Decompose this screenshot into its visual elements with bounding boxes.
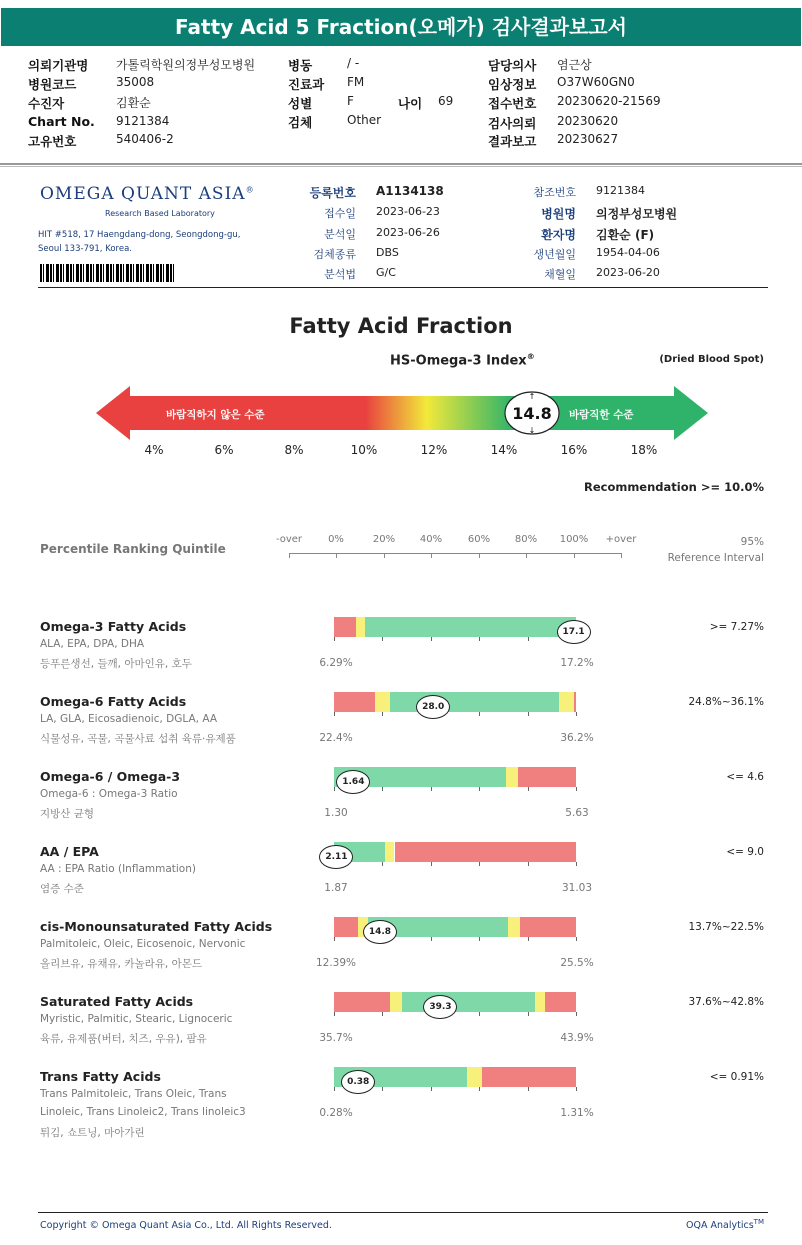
bar-segment-red bbox=[518, 767, 576, 787]
bar-gridline bbox=[576, 787, 577, 791]
omega3-index-gauge bbox=[96, 383, 708, 443]
bar-segment-yellow bbox=[508, 917, 520, 937]
lab-value: 2023-06-26 bbox=[376, 226, 440, 239]
bad-level-label: 바람직하지 않은 수준 bbox=[166, 409, 265, 421]
lab-label: 분석법 bbox=[324, 268, 356, 281]
info-value: 염근상 bbox=[557, 58, 592, 72]
percentile-column-label: +over bbox=[605, 534, 637, 545]
gauge-tick-label: 4% bbox=[144, 443, 164, 457]
range-min: 1.87 bbox=[324, 882, 348, 894]
percentile-column-label: 40% bbox=[419, 534, 443, 545]
fatty-acid-title: Trans Fatty Acids bbox=[40, 1069, 161, 1084]
info-value: 김환순 bbox=[116, 96, 151, 110]
bar-gridline bbox=[334, 937, 335, 941]
fatty-acid-components: ALA, EPA, DPA, DHA bbox=[40, 638, 145, 650]
bar-gridline bbox=[334, 1087, 335, 1091]
fatty-acid-title: Omega-3 Fatty Acids bbox=[40, 619, 187, 634]
lab-logo: OMEGA QUANT ASIA® bbox=[40, 184, 255, 204]
bar-segment-yellow bbox=[390, 992, 402, 1012]
bar-gridline bbox=[334, 1012, 335, 1016]
bar-gridline bbox=[382, 1012, 383, 1016]
bar-segment-yellow bbox=[385, 842, 395, 862]
bar-segment-red bbox=[520, 917, 576, 937]
range-min: 12.39% bbox=[315, 957, 357, 969]
percentile-title: Percentile Ranking Quintile bbox=[40, 542, 226, 556]
info-value: 9121384 bbox=[116, 114, 170, 128]
info-value: 20230627 bbox=[557, 132, 619, 146]
patient-info bbox=[0, 50, 802, 165]
bar-segment-yellow bbox=[559, 692, 574, 712]
bar-segment-green bbox=[365, 617, 576, 637]
gauge-tick-label: 6% bbox=[214, 443, 234, 457]
bar-gridline bbox=[479, 1012, 480, 1016]
percentile-column-label: 80% bbox=[514, 534, 538, 545]
info-label: 결과보고 bbox=[488, 134, 537, 149]
lab-label: 검체종류 bbox=[313, 248, 356, 261]
value-marker: 28.0 bbox=[416, 695, 450, 719]
page-title: Fatty Acid Fraction bbox=[289, 314, 513, 338]
info-label: 병동 bbox=[288, 58, 313, 73]
svg-text:↓: ↓ bbox=[528, 426, 536, 435]
bar-segment-green bbox=[390, 692, 559, 712]
lab-label: 등록번호 bbox=[309, 186, 356, 200]
fatty-acid-components: AA : EPA Ratio (Inflammation) bbox=[40, 863, 196, 875]
bar-segment-yellow bbox=[506, 767, 518, 787]
percentile-bar bbox=[334, 1067, 576, 1087]
bar-gridline bbox=[479, 712, 480, 716]
lab-address-line2: Seoul 133-791, Korea. bbox=[38, 244, 132, 254]
info-value: O37W60GN0 bbox=[557, 75, 635, 89]
svg-text:↑: ↑ bbox=[528, 392, 536, 401]
bar-segment-green bbox=[402, 992, 535, 1012]
percentile-bar bbox=[334, 917, 576, 937]
fatty-acid-components: Trans Palmitoleic, Trans Oleic, Trans bbox=[40, 1088, 227, 1100]
bar-segment-red bbox=[482, 1067, 576, 1087]
fatty-acid-title: cis-Monounsaturated Fatty Acids bbox=[40, 919, 273, 934]
fatty-acid-title: AA / EPA bbox=[40, 844, 99, 859]
lab-value: A1134138 bbox=[376, 184, 444, 198]
bar-gridline bbox=[528, 787, 529, 791]
gauge-tick-label: 12% bbox=[420, 443, 448, 457]
range-max: 25.5% bbox=[560, 957, 594, 969]
reference-interval: 24.8%~36.1% bbox=[688, 696, 764, 708]
index-subtitle: HS-Omega-3 Index® bbox=[390, 352, 535, 369]
gauge-value: 14.8 bbox=[512, 404, 552, 423]
bar-gridline bbox=[334, 712, 335, 716]
report-title: Fatty Acid 5 Fraction(오메가) 검사결과보고서 bbox=[1, 8, 801, 46]
food-sources: 식물성유, 곡물, 곡물사료 섭취 육류·유제품 bbox=[40, 733, 236, 745]
bar-gridline bbox=[528, 862, 529, 866]
fatty-acid-title: Omega-6 / Omega-3 bbox=[40, 769, 181, 784]
lab-value: 김환순 (F) bbox=[596, 228, 655, 242]
info-label: Chart No. bbox=[28, 114, 95, 129]
gauge-tick-label: 10% bbox=[350, 443, 378, 457]
range-max: 36.2% bbox=[560, 732, 594, 744]
percentile-bar bbox=[334, 692, 576, 712]
sample-type: (Dried Blood Spot) bbox=[659, 354, 764, 365]
bar-gridline bbox=[431, 862, 432, 866]
bar-gridline bbox=[382, 862, 383, 866]
recommendation: Recommendation >= 10.0% bbox=[583, 480, 764, 494]
barcode bbox=[40, 264, 176, 282]
bar-segment-red bbox=[334, 917, 358, 937]
info-value: 20230620-21569 bbox=[557, 94, 661, 108]
range-max: 31.03 bbox=[561, 882, 593, 894]
range-max: 1.31% bbox=[560, 1107, 594, 1119]
food-sources: 육류, 유제품(버터, 치즈, 우유), 팜유 bbox=[40, 1033, 207, 1045]
info-label-age: 나이 bbox=[398, 96, 423, 111]
reference-interval: <= 4.6 bbox=[726, 771, 764, 783]
bar-gridline bbox=[479, 937, 480, 941]
info-value: F bbox=[347, 94, 354, 108]
lab-value: 의정부성모병원 bbox=[596, 207, 678, 221]
info-value: Other bbox=[347, 113, 382, 127]
bar-segment-yellow bbox=[356, 617, 366, 637]
percentile-column-label: 0% bbox=[328, 534, 344, 545]
bar-segment-red bbox=[545, 992, 576, 1012]
bar-gridline bbox=[528, 637, 529, 641]
reference-interval: <= 0.91% bbox=[709, 1071, 764, 1083]
lab-label: 병원명 bbox=[541, 207, 576, 221]
lab-logo-subtitle: Research Based Laboratory bbox=[105, 209, 215, 218]
bar-segment-red bbox=[395, 842, 577, 862]
info-label: 담당의사 bbox=[488, 58, 537, 73]
value-marker: 14.8 bbox=[363, 920, 397, 944]
gauge-tick-label: 8% bbox=[284, 443, 304, 457]
percentile-column-label: -over bbox=[275, 534, 303, 545]
lab-value: DBS bbox=[376, 246, 399, 259]
info-label: 성별 bbox=[288, 96, 313, 111]
bar-gridline bbox=[528, 937, 529, 941]
percentile-bar bbox=[325, 842, 576, 862]
percentile-bar bbox=[334, 767, 576, 787]
gauge-tick-label: 16% bbox=[560, 443, 588, 457]
fatty-acid-title: Omega-6 Fatty Acids bbox=[40, 694, 187, 709]
info-value: / - bbox=[347, 56, 360, 70]
lab-value: G/C bbox=[376, 266, 396, 279]
bar-gridline bbox=[334, 637, 335, 641]
lab-label: 환자명 bbox=[541, 228, 576, 242]
bar-gridline bbox=[576, 862, 577, 866]
range-min: 0.28% bbox=[319, 1107, 353, 1119]
range-max: 43.9% bbox=[560, 1032, 594, 1044]
lab-label: 생년월일 bbox=[533, 248, 576, 261]
percentile-bar bbox=[334, 992, 576, 1012]
reference-interval: 37.6%~42.8% bbox=[688, 996, 764, 1008]
footer-brand: OQA Analytics™ bbox=[686, 1218, 764, 1232]
info-value: 540406-2 bbox=[116, 132, 174, 146]
bar-segment-red bbox=[334, 692, 375, 712]
bar-gridline bbox=[528, 1012, 529, 1016]
lab-label: 참조번호 bbox=[533, 186, 576, 199]
info-label: 검체 bbox=[288, 115, 313, 130]
bar-segment-yellow bbox=[375, 692, 390, 712]
bar-segment-yellow bbox=[467, 1067, 482, 1087]
range-min: 1.30 bbox=[324, 807, 348, 819]
fatty-acid-components: Myristic, Palmitic, Stearic, Lignoceric bbox=[40, 1013, 233, 1025]
good-level-label: 바람직한 수준 bbox=[569, 409, 634, 421]
fatty-acid-components-cont: Linoleic, Trans Linoleic2, Trans linoleic3 bbox=[40, 1106, 246, 1118]
bar-gridline bbox=[479, 787, 480, 791]
bar-gridline bbox=[576, 712, 577, 716]
fatty-acid-components: Omega-6 : Omega-3 Ratio bbox=[40, 788, 178, 800]
percentile-tick bbox=[621, 553, 622, 558]
lab-label: 접수일 bbox=[324, 207, 356, 220]
info-label: 접수번호 bbox=[488, 96, 537, 111]
percentile-column-label: 100% bbox=[559, 534, 589, 545]
info-value: 35008 bbox=[116, 75, 155, 89]
lab-address-line1: HIT #518, 17 Haengdang-dong, Seongdong-gu, bbox=[38, 230, 241, 240]
info-label: 고유번호 bbox=[28, 134, 77, 149]
info-label: 병원코드 bbox=[28, 77, 77, 92]
bar-gridline bbox=[576, 1012, 577, 1016]
fatty-acid-title: Saturated Fatty Acids bbox=[40, 994, 194, 1009]
info-label: 검사의뢰 bbox=[488, 116, 537, 131]
lab-value: 2023-06-20 bbox=[596, 266, 660, 279]
lab-label: 채혈일 bbox=[544, 268, 576, 281]
value-marker: 17.1 bbox=[557, 620, 591, 644]
range-min: 35.7% bbox=[319, 1032, 353, 1044]
food-sources: 튀김, 쇼트닝, 마아가린 bbox=[40, 1127, 145, 1139]
info-label: 진료과 bbox=[288, 77, 325, 92]
bar-segment-red bbox=[334, 617, 356, 637]
bar-gridline bbox=[528, 1087, 529, 1091]
bar-gridline bbox=[479, 637, 480, 641]
bar-gridline bbox=[576, 1087, 577, 1091]
value-marker: 39.3 bbox=[423, 995, 457, 1019]
bar-gridline bbox=[382, 1087, 383, 1091]
reference-interval-header: 95% Reference Interval bbox=[667, 536, 764, 564]
bar-gridline bbox=[431, 1087, 432, 1091]
lab-label: 분석일 bbox=[324, 228, 356, 241]
range-max: 5.63 bbox=[565, 807, 589, 819]
range-max: 17.2% bbox=[560, 657, 594, 669]
bar-gridline bbox=[479, 1087, 480, 1091]
bar-gridline bbox=[431, 937, 432, 941]
info-label: 수진자 bbox=[28, 96, 65, 111]
bar-segment-yellow bbox=[535, 992, 545, 1012]
percentile-column-label: 20% bbox=[372, 534, 396, 545]
bar-gridline bbox=[382, 787, 383, 791]
value-marker: 0.38 bbox=[341, 1070, 375, 1094]
reference-interval: >= 7.27% bbox=[709, 621, 764, 633]
bar-gridline bbox=[431, 787, 432, 791]
percentile-column-label: 60% bbox=[467, 534, 491, 545]
fatty-acid-components: Palmitoleic, Oleic, Eicosenoic, Nervonic bbox=[40, 938, 246, 950]
info-value: 가톨릭학원의정부성모병원 bbox=[116, 58, 256, 72]
bar-gridline bbox=[334, 787, 335, 791]
lab-header bbox=[38, 178, 768, 288]
bar-gridline bbox=[576, 937, 577, 941]
food-sources: 등푸른생선, 들깨, 아마인유, 호두 bbox=[40, 658, 192, 670]
percentile-axis bbox=[289, 553, 621, 554]
bar-segment-red bbox=[334, 992, 390, 1012]
bar-gridline bbox=[382, 712, 383, 716]
lab-value: 2023-06-23 bbox=[376, 205, 440, 218]
food-sources: 지방산 균형 bbox=[40, 808, 95, 820]
gauge-tick-label: 18% bbox=[630, 443, 658, 457]
fatty-acid-components: LA, GLA, Eicosadienoic, DGLA, AA bbox=[40, 713, 218, 725]
reference-interval: 13.7%~22.5% bbox=[688, 921, 764, 933]
food-sources: 염증 수준 bbox=[40, 883, 84, 895]
bar-segment-red bbox=[574, 692, 576, 712]
gauge-value-marker bbox=[505, 392, 559, 435]
percentile-bar bbox=[334, 617, 585, 637]
info-label: 의뢰기관명 bbox=[28, 58, 89, 73]
bar-gridline bbox=[382, 637, 383, 641]
food-sources: 올리브유, 유채유, 카놀라유, 아몬드 bbox=[40, 958, 203, 970]
reference-interval: <= 9.0 bbox=[726, 846, 764, 858]
range-min: 22.4% bbox=[319, 732, 353, 744]
gauge-tick-label: 14% bbox=[490, 443, 518, 457]
info-label: 임상정보 bbox=[488, 77, 537, 92]
value-marker: 1.64 bbox=[336, 770, 370, 794]
bar-gridline bbox=[528, 712, 529, 716]
value-marker: 2.11 bbox=[319, 845, 353, 869]
info-value-age: 69 bbox=[438, 94, 454, 108]
copyright: Copyright © Omega Quant Asia Co., Ltd. All Rights Reserved. bbox=[40, 1220, 332, 1231]
info-value: 20230620 bbox=[557, 114, 619, 128]
info-value: FM bbox=[347, 75, 365, 89]
bar-gridline bbox=[479, 862, 480, 866]
footer-divider bbox=[38, 1212, 768, 1213]
lab-value: 9121384 bbox=[596, 184, 645, 197]
divider bbox=[0, 166, 802, 167]
bar-gridline bbox=[431, 637, 432, 641]
lab-value: 1954-04-06 bbox=[596, 246, 660, 259]
range-min: 6.29% bbox=[319, 657, 353, 669]
